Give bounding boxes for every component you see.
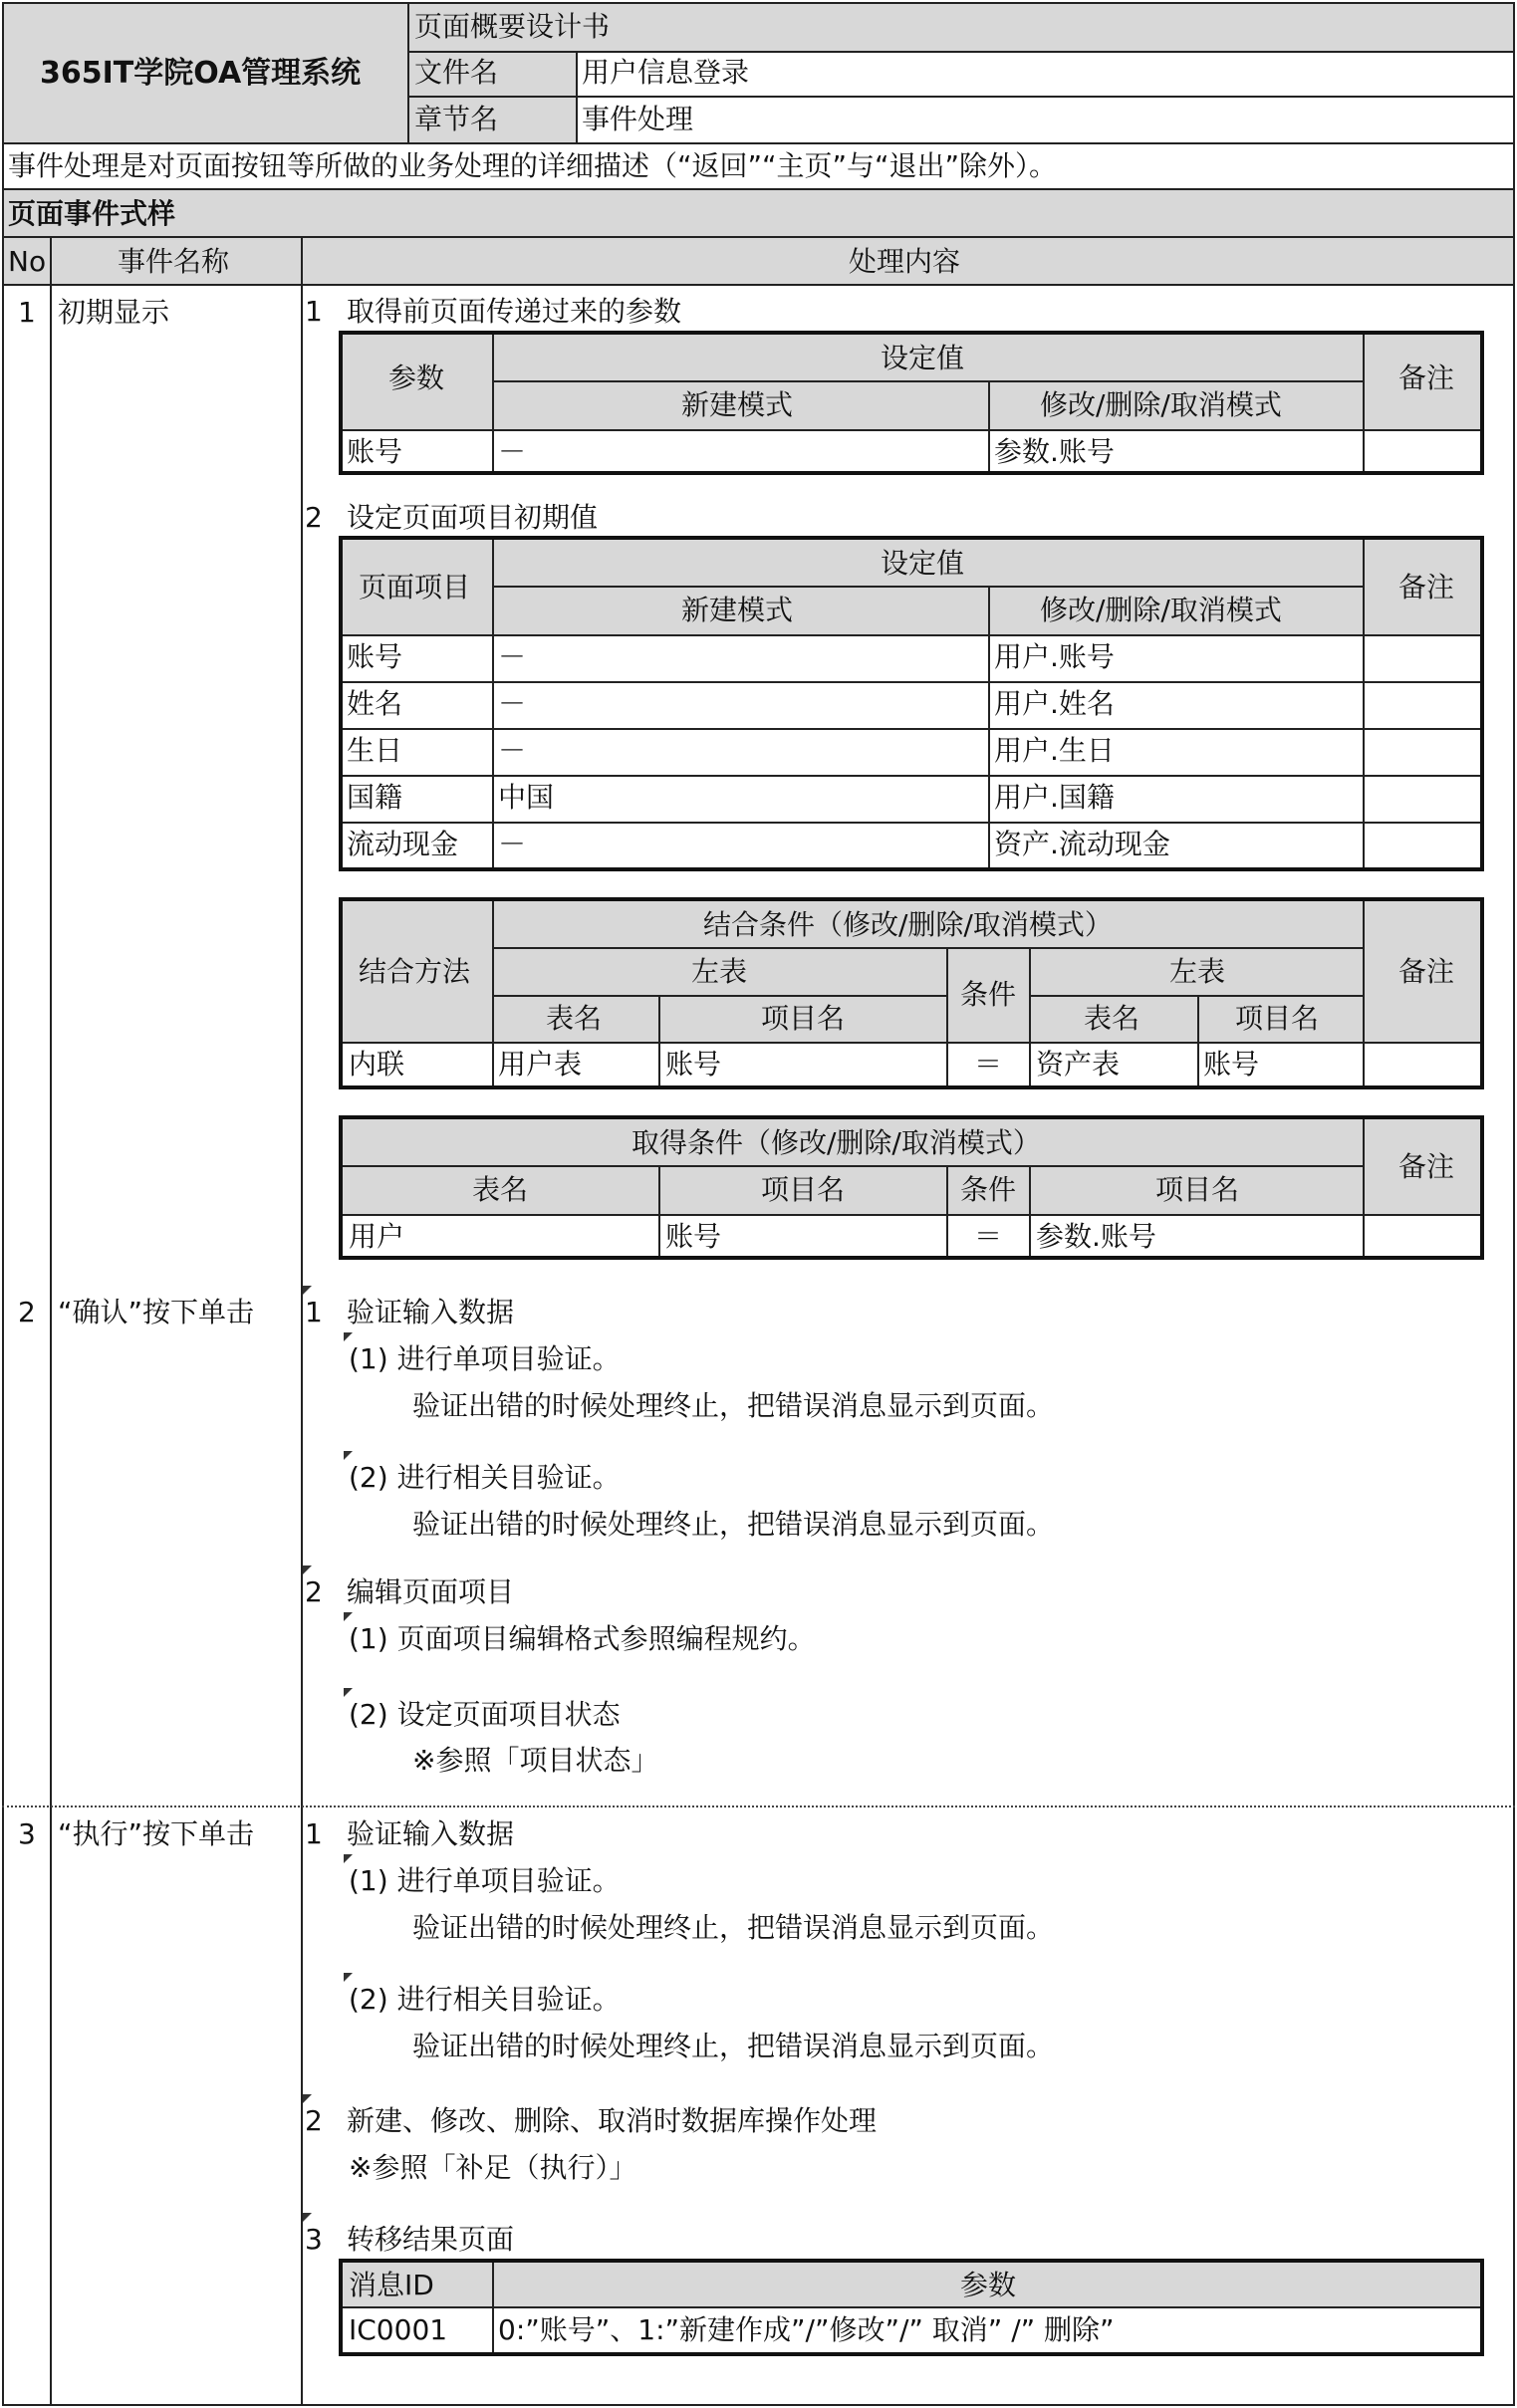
- t1-new: 新建模式: [681, 388, 794, 421]
- t1-r-new: －: [498, 435, 527, 468]
- colheader-bg: [3, 236, 1515, 284]
- t3-iname2: 项目名: [1235, 1002, 1320, 1035]
- t2-r5-mod: 资产.流动现金: [994, 828, 1170, 860]
- t1-param: 参数: [388, 361, 445, 394]
- comment-marker-icon: [344, 1332, 353, 1341]
- t5-r-msgid: IC0001: [349, 2313, 448, 2346]
- event-3-name: “执行”按下单击: [58, 1817, 255, 1850]
- join-table: [339, 897, 1484, 1089]
- file-label: 文件名: [414, 56, 499, 89]
- t3-cond-title: 结合条件（修改/删除/取消模式）: [703, 908, 1113, 941]
- t3-cond: 条件: [960, 978, 1017, 1011]
- t4-iname: 项目名: [761, 1173, 846, 1206]
- t3-iname1: 项目名: [761, 1002, 846, 1035]
- t2-r3-item: 生日: [347, 734, 403, 767]
- t1-mod: 修改/删除/取消模式: [1040, 388, 1282, 421]
- e1-s2-title: 设定页面项目初期值: [347, 501, 599, 534]
- t3-method: 结合方法: [359, 955, 471, 988]
- t2-r4-mod: 用户.国籍: [994, 781, 1115, 814]
- description: 事件处理是对页面按钮等所做的业务处理的详细描述（“返回”“主页”与“退出”除外）。: [8, 149, 1058, 182]
- e3-s1-a: (1) 进行单项目验证。: [349, 1864, 621, 1897]
- e2-s1-num: 1: [305, 1296, 323, 1328]
- t3-left1: 左表: [691, 955, 748, 988]
- t3-r-cond: ＝: [974, 1048, 1003, 1081]
- e2-s2-a: (1) 页面项目编辑格式参照编程规约。: [349, 1622, 816, 1655]
- t5-r-param: 0:”账号”、1:”新建作成”/”修改”/” 取消” /” 删除”: [498, 2313, 1115, 2346]
- doc-type: 页面概要设计书: [414, 10, 611, 43]
- t1-note: 备注: [1398, 361, 1455, 394]
- t2-r3-new: －: [498, 734, 527, 767]
- t2-note: 备注: [1398, 571, 1455, 603]
- e2-s2-title: 编辑页面项目: [347, 1575, 515, 1608]
- t3-r-method: 内联: [349, 1048, 405, 1081]
- initial-value-table: [339, 536, 1484, 871]
- e3-s2-ref: ※参照「补足（执行）」: [349, 2151, 637, 2184]
- e3-s1-num: 1: [305, 1817, 323, 1850]
- comment-marker-icon: [344, 1854, 353, 1863]
- comment-marker-icon: [344, 1451, 353, 1460]
- t2-r1-item: 账号: [347, 640, 403, 673]
- e3-s1-b2: 验证出错的时候处理终止，把错误消息显示到页面。: [412, 2030, 1055, 2062]
- comment-marker-icon: [344, 1688, 353, 1697]
- e3-s2-num: 2: [305, 2104, 323, 2137]
- event-1-name: 初期显示: [58, 296, 170, 329]
- event-2-no: 2: [18, 1296, 36, 1328]
- e1-s1-num: 1: [305, 295, 323, 328]
- col-event: 事件名称: [118, 245, 230, 278]
- t2-r1-mod: 用户.账号: [994, 640, 1115, 673]
- t2-mod: 修改/删除/取消模式: [1040, 594, 1282, 626]
- t3-left2: 左表: [1169, 955, 1226, 988]
- t2-r1-new: －: [498, 640, 527, 673]
- chapter-value: 事件处理: [582, 103, 694, 135]
- t4-r-cond: ＝: [974, 1220, 1003, 1253]
- t2-item: 页面项目: [359, 571, 471, 603]
- t2-r2-new: －: [498, 687, 527, 720]
- e2-s2-num: 2: [305, 1575, 323, 1608]
- t4-title: 取得条件（修改/删除/取消模式）: [632, 1126, 1041, 1159]
- t4-iname2: 项目名: [1155, 1173, 1240, 1206]
- comment-marker-icon: [344, 1612, 353, 1621]
- t2-r5-item: 流动现金: [347, 828, 459, 860]
- t4-r-tname: 用户: [349, 1220, 405, 1253]
- e2-s1-a2: 验证出错的时候处理终止，把错误消息显示到页面。: [412, 1389, 1055, 1422]
- event-3-no: 3: [18, 1817, 36, 1850]
- section-title: 页面事件式样: [8, 197, 176, 230]
- comment-marker-icon: [344, 1973, 353, 1982]
- e2-s1-b: (2) 进行相关目验证。: [349, 1461, 621, 1494]
- e3-s2-title: 新建、修改、删除、取消时数据库操作处理: [347, 2104, 878, 2137]
- t3-tname2: 表名: [1084, 1002, 1140, 1035]
- t2-r2-item: 姓名: [347, 687, 403, 720]
- t2-r2-mod: 用户.姓名: [994, 687, 1115, 720]
- comment-marker-icon: [303, 2094, 312, 2103]
- message-table: [339, 2259, 1484, 2356]
- t2-r3-mod: 用户.生日: [994, 734, 1115, 767]
- t4-cond: 条件: [960, 1173, 1017, 1206]
- t3-note: 备注: [1398, 955, 1455, 988]
- e3-s1-a2: 验证出错的时候处理终止，把错误消息显示到页面。: [412, 1911, 1055, 1944]
- t2-new: 新建模式: [681, 594, 794, 626]
- param-table: [339, 331, 1484, 475]
- t4-r-iname2: 参数.账号: [1036, 1220, 1156, 1253]
- chapter-label: 章节名: [414, 103, 499, 135]
- e2-s1-b2: 验证出错的时候处理终止，把错误消息显示到页面。: [412, 1508, 1055, 1541]
- file-value: 用户信息登录: [582, 56, 750, 89]
- t2-r5-new: －: [498, 828, 527, 860]
- event-1-no: 1: [18, 296, 36, 329]
- t4-note: 备注: [1398, 1150, 1455, 1183]
- e3-s3-num: 3: [305, 2223, 323, 2256]
- t4-tname: 表名: [472, 1173, 529, 1206]
- t2-setval: 设定值: [881, 547, 965, 580]
- e3-s3-title: 转移结果页面: [347, 2223, 515, 2256]
- t2-r4-new: 中国: [498, 781, 555, 814]
- comment-marker-icon: [303, 1565, 312, 1574]
- t5-msgid: 消息ID: [349, 2269, 434, 2301]
- t3-r-tname1: 用户表: [498, 1048, 583, 1081]
- t2-r4-item: 国籍: [347, 781, 403, 814]
- t5-param: 参数: [960, 2269, 1017, 2301]
- e1-s2-num: 2: [305, 501, 323, 534]
- t3-r-iname2: 账号: [1203, 1048, 1260, 1081]
- comment-marker-icon: [303, 1286, 312, 1295]
- e1-s1-title: 取得前页面传递过来的参数: [347, 295, 682, 328]
- section-bg: [3, 188, 1515, 236]
- e3-s1-b: (2) 进行相关目验证。: [349, 1983, 621, 2016]
- t3-r-iname1: 账号: [665, 1048, 722, 1081]
- e2-s1-a: (1) 进行单项目验证。: [349, 1342, 621, 1375]
- col-content: 处理内容: [849, 245, 961, 278]
- t1-setval: 设定值: [881, 342, 965, 374]
- e2-s1-title: 验证输入数据: [347, 1296, 515, 1328]
- t1-r-mod: 参数.账号: [994, 435, 1115, 468]
- e2-s2-b: (2) 设定页面项目状态: [349, 1698, 621, 1731]
- e2-s2-b2: ※参照「项目状态」: [412, 1744, 659, 1777]
- system-name: 365IT学院OA管理系统: [40, 56, 362, 91]
- t4-r-iname: 账号: [665, 1220, 722, 1253]
- col-no: No: [8, 245, 47, 278]
- e3-s1-title: 验证输入数据: [347, 1817, 515, 1850]
- t3-tname1: 表名: [546, 1002, 603, 1035]
- event-2-name: “确认”按下单击: [58, 1296, 255, 1328]
- fetch-table: [339, 1115, 1484, 1260]
- t3-r-tname2: 资产表: [1036, 1048, 1121, 1081]
- comment-marker-icon: [303, 2213, 312, 2222]
- t1-r-item: 账号: [347, 435, 403, 468]
